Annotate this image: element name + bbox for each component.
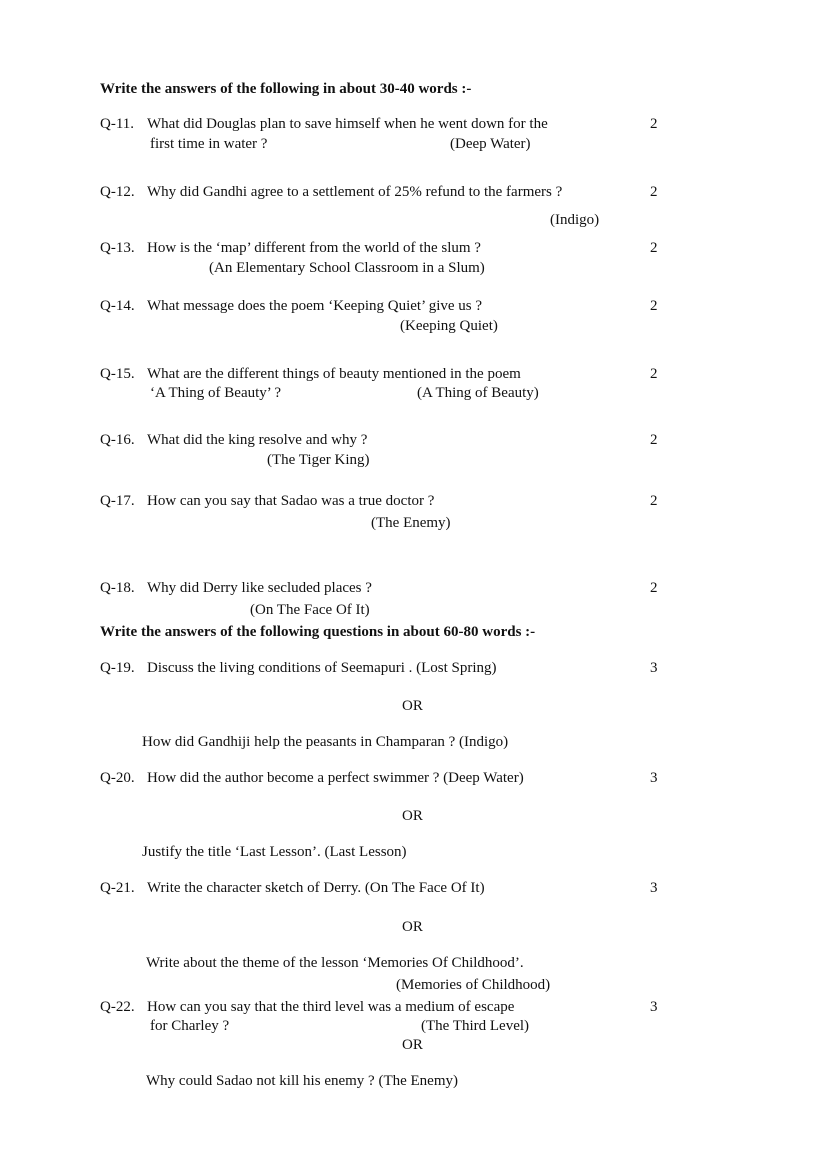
- question-marks: 2: [650, 366, 658, 382]
- question-number: Q-21.: [100, 880, 135, 896]
- question-text: What did Douglas plan to save himself when he went down for the: [147, 116, 548, 132]
- question-marks: 2: [650, 240, 658, 256]
- question-number: Q-22.: [100, 999, 135, 1015]
- question-text-continued: for Charley ?: [150, 1018, 230, 1034]
- question-text: Write the character sketch of Derry. (On The Face Of It): [147, 880, 485, 896]
- question-number: Q-19.: [100, 660, 135, 676]
- question-source: (A Thing of Beauty): [417, 385, 539, 401]
- question-source: (Keeping Quiet): [400, 318, 498, 334]
- question-text: How did the author become a perfect swimmer ? (Deep Water): [147, 770, 524, 786]
- question-text: What message does the poem ‘Keeping Quiet’ give us ?: [147, 298, 483, 314]
- question-marks: 2: [650, 432, 658, 448]
- question-source: (The Third Level): [421, 1018, 530, 1034]
- question-source: (An Elementary School Classroom in a Slum): [209, 260, 485, 276]
- question-number: Q-14.: [100, 298, 135, 314]
- or-separator: OR: [402, 1037, 423, 1053]
- question-number: Q-12.: [100, 184, 135, 200]
- alternative-source: (Memories of Childhood): [396, 977, 551, 993]
- question-marks: 2: [650, 298, 658, 314]
- question-marks: 3: [650, 660, 658, 676]
- question-text-continued: ‘A Thing of Beauty’ ?: [150, 385, 282, 401]
- question-source: (Deep Water): [450, 136, 531, 152]
- question-marks: 2: [650, 116, 658, 132]
- question-number: Q-11.: [100, 116, 135, 132]
- question-source: (On The Face Of It): [250, 602, 370, 618]
- or-separator: OR: [402, 808, 423, 824]
- alternative-question: Justify the title ‘Last Lesson’. (Last Lesson): [142, 844, 407, 860]
- question-text: What are the different things of beauty mentioned in the poem: [147, 366, 521, 382]
- question-source: (Indigo): [550, 212, 600, 228]
- question-text: How can you say that the third level was a medium of escape: [147, 999, 515, 1015]
- question-marks: 3: [650, 999, 658, 1015]
- alternative-question: Write about the theme of the lesson ‘Memories Of Childhood’.: [146, 955, 524, 971]
- question-text: Why did Gandhi agree to a settlement of 25% refund to the farmers ?: [147, 184, 563, 200]
- alternative-question: How did Gandhiji help the peasants in Champaran ? (Indigo): [142, 734, 509, 750]
- question-marks: 3: [650, 770, 658, 786]
- question-text: How can you say that Sadao was a true doctor ?: [147, 493, 435, 509]
- question-source: (The Tiger King): [267, 452, 370, 468]
- question-number: Q-15.: [100, 366, 135, 382]
- section-b-heading: Write the answers of the following questions in about 60-80 words :-: [100, 624, 536, 640]
- question-text: What did the king resolve and why ?: [147, 432, 368, 448]
- question-number: Q-17.: [100, 493, 135, 509]
- question-marks: 2: [650, 184, 658, 200]
- question-number: Q-18.: [100, 580, 135, 596]
- question-text-continued: first time in water ?: [150, 136, 268, 152]
- question-number: Q-16.: [100, 432, 135, 448]
- alternative-question: Why could Sadao not kill his enemy ? (The Enemy): [146, 1073, 459, 1089]
- question-number: Q-20.: [100, 770, 135, 786]
- question-text: Discuss the living conditions of Seemapuri . (Lost Spring): [147, 660, 497, 676]
- or-separator: OR: [402, 919, 423, 935]
- question-source: (The Enemy): [371, 515, 451, 531]
- or-separator: OR: [402, 698, 423, 714]
- question-marks: 3: [650, 880, 658, 896]
- question-marks: 2: [650, 493, 658, 509]
- question-number: Q-13.: [100, 240, 135, 256]
- question-text: Why did Derry like secluded places ?: [147, 580, 372, 596]
- question-marks: 2: [650, 580, 658, 596]
- question-text: How is the ‘map’ different from the world of the slum ?: [147, 240, 481, 256]
- section-a-heading: Write the answers of the following in about 30-40 words :-: [100, 81, 472, 97]
